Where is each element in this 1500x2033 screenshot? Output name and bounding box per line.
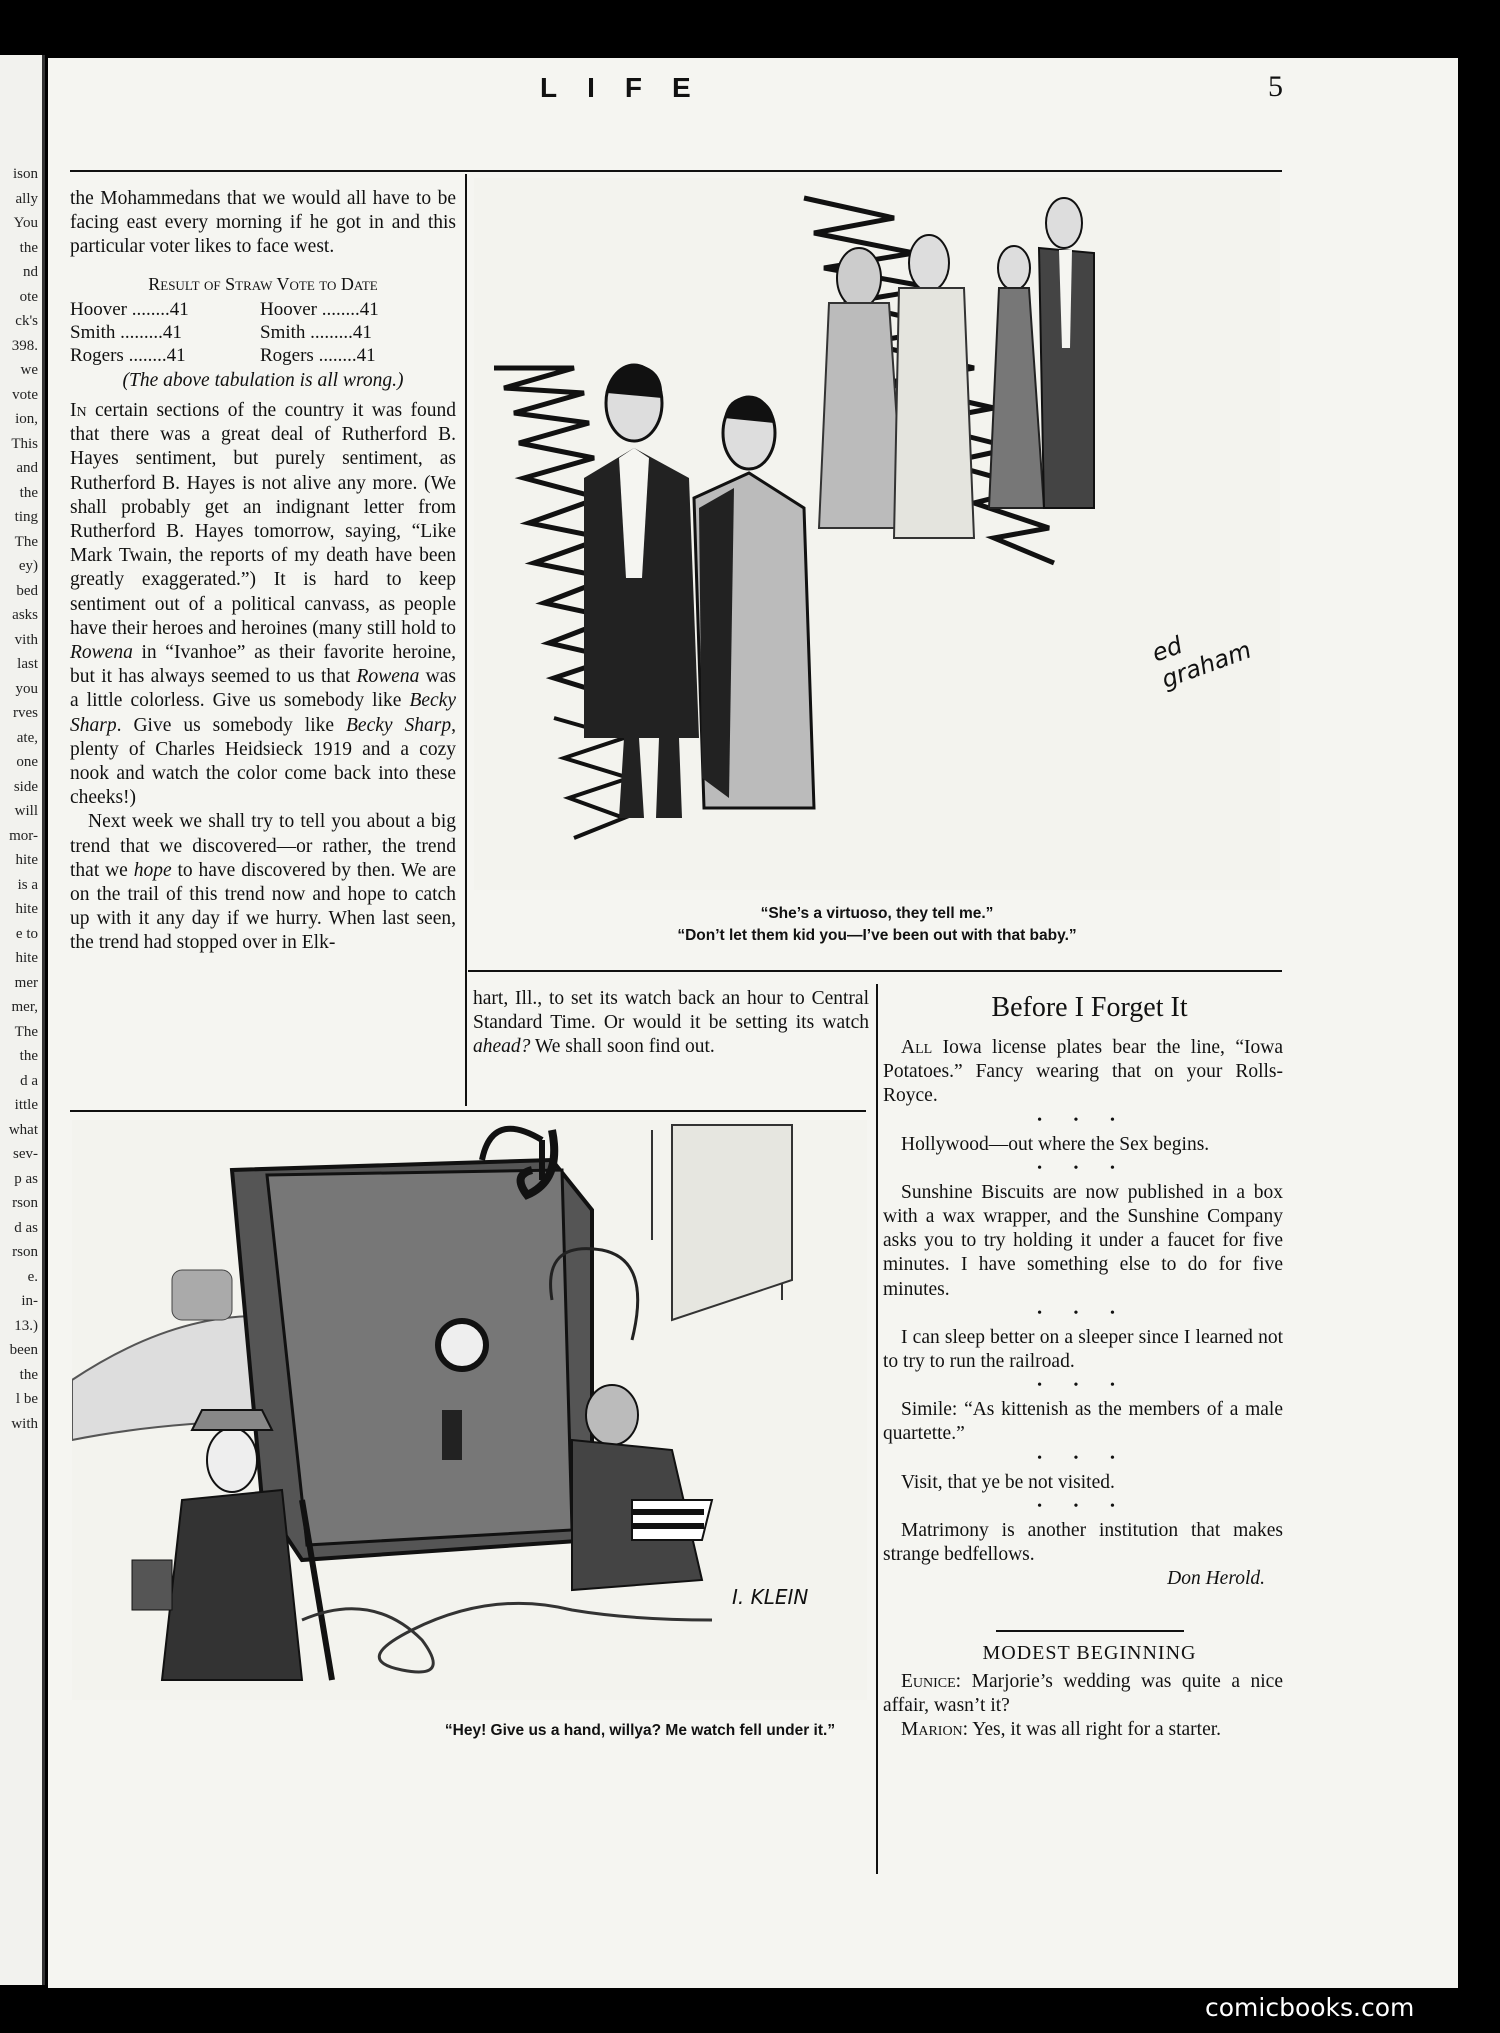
left-page-text-fragment: ting — [14, 509, 38, 525]
left-page-text-fragment: one — [16, 754, 38, 770]
cartoon-bottom-caption: “Hey! Give us a hand, willya? Me watch fell under it.” — [444, 1722, 836, 1739]
left-page-text-fragment: d a — [20, 1072, 38, 1089]
left-page-text-fragment: bed — [16, 582, 38, 599]
left-page-text-fragment: hite — [15, 901, 38, 917]
cartoon-signature: I. KLEIN — [732, 1585, 809, 1609]
left-page-text-fragment: You — [13, 215, 38, 231]
quip-item: All Iowa license plates bear the line, “Iowa Potatoes.” Fancy wearing that on your Rolls-Royce. — [883, 1037, 1283, 1107]
left-page-text-fragment: been — [9, 1342, 38, 1358]
left-page-text-fragment: nd — [23, 264, 38, 280]
left-page-text-fragment: in- — [21, 1293, 38, 1309]
column-divider — [876, 984, 878, 1874]
left-page-text-fragment: mer — [14, 974, 38, 991]
left-page-text-fragment: the — [19, 1366, 38, 1383]
separator-dots: • • • — [1037, 1498, 1129, 1514]
section-rule — [70, 1110, 866, 1112]
watermark: comicbooks.com — [1205, 1993, 1415, 2022]
left-page-text-fragment: ey) — [18, 558, 38, 574]
left-page-text-fragment: ck's — [15, 313, 38, 329]
article-paragraph: Next week we shall try to tell you about a big trend that we discovered—or rather, the trend that we hope to have discovered by then. We are on the trail of this trend now and hope to catch up with it any day if we hurry. When last seen, the trend had stopped over in Elk- — [70, 811, 457, 954]
modest-beginning-title: MODEST BEGINNING — [982, 1642, 1197, 1664]
cartoon-top — [474, 178, 1280, 890]
left-page-text-fragment: 13.) — [14, 1317, 38, 1334]
straw-vote-table — [70, 298, 450, 367]
article-paragraph: the Mohammedans that we would all have to be facing east every morning if he got in and this particular voter likes to face west. — [70, 188, 456, 258]
straw-vote-title: Result of Straw Vote to Date — [148, 273, 378, 294]
left-page-text-fragment: ally — [15, 190, 38, 207]
left-page-text-fragment: rves — [13, 705, 38, 721]
left-page-text-fragment: rson — [12, 1244, 38, 1260]
table-cell: Smith .........41 — [260, 321, 372, 343]
section-title: Before I Forget It — [991, 992, 1188, 1023]
left-page-text-fragment: the — [19, 1048, 38, 1064]
left-page-text-fragment: last — [17, 656, 38, 672]
quip-item: Simile: “As kittenish as the members of a male quartette.” — [883, 1399, 1283, 1445]
cartoon-safe-illustration — [72, 1120, 867, 1700]
quip-item: I can sleep better on a sleeper since I learned not to try to run the railroad. — [883, 1326, 1283, 1373]
left-page-text-fragment: This — [11, 435, 38, 452]
left-page-text-fragment: vote — [12, 386, 38, 403]
left-page-text-fragment: vith — [14, 631, 38, 648]
left-page-edge — [0, 55, 45, 1985]
left-page-text-fragment: e to — [15, 925, 38, 942]
separator-dots: • • • — [1037, 1160, 1129, 1176]
left-page-text-fragment: ittle — [14, 1097, 38, 1113]
separator-dots: • • • — [1037, 1378, 1129, 1394]
left-page-text-fragment: hite — [15, 852, 38, 868]
quip-item: Hollywood—out where the Sex begins. — [901, 1133, 1210, 1155]
table-row — [70, 298, 450, 321]
table-cell: Smith .........41 — [70, 321, 182, 343]
article-paragraph: In certain sections of the country it was found that there was a great deal of Rutherford B. Hayes sentiment, but purely sentiment, as Rutherford B. Hayes is not alive any more. (We shall probably get an indignant letter from Rutherford B. Hayes tomorrow, saying, “Like Mark Twain, the reports of my death have been greatly exaggerated.”) It is hard to keep sentiment out of a political canvass, as people have their heroes and heroines (many still hold to Rowena in “Ivanhoe” as their favorite heroine, but it has always seemed to us that Rowena was a little colorless. Give us somebody like Becky Sharp. Give us somebody like Becky Sharp, plenty of Charles Heidsieck 1919 and a cozy nook and watch the color come back into these cheeks!) — [70, 400, 456, 809]
quip-item: Visit, that ye be not visited. — [901, 1471, 1115, 1493]
cartoon-bottom — [72, 1120, 867, 1700]
quip-item: Sunshine Biscuits are now published in a box with a wax wrapper, and the Sunshine Company asks you to try holding it under a faucet for five minutes. I have something else to do for five minutes. — [883, 1181, 1283, 1300]
cartoon-party-illustration — [474, 178, 1280, 890]
left-page-text-fragment: rson — [12, 1195, 38, 1211]
left-page-text-fragment: The — [14, 533, 38, 550]
left-page-text-fragment: The — [14, 1023, 38, 1040]
left-page-text-fragment: ote — [19, 288, 38, 305]
section-rule — [996, 1630, 1184, 1632]
table-cell: Rogers ........41 — [70, 344, 186, 366]
left-page-text-fragment: ion, — [15, 411, 38, 427]
page-number: 5 — [1268, 70, 1283, 103]
left-page-text-fragment: ison — [12, 166, 38, 182]
left-page-text-fragment: will — [14, 803, 38, 819]
separator-dots: • • • — [1037, 1305, 1129, 1321]
left-page-text-fragment: you — [15, 680, 38, 697]
left-page-text-fragment: d as — [14, 1219, 38, 1236]
left-page-text-fragment: what — [8, 1121, 38, 1138]
modest-beginning-dialogue: Eunice: Marjorie’s wedding was quite a nice affair, wasn’t it? Marion: Yes, it was all right for a starter. — [883, 1671, 1283, 1741]
separator-dots: • • • — [1037, 1450, 1129, 1466]
left-page-text-fragment: and — [16, 460, 38, 476]
left-page-text-fragment: asks — [12, 607, 38, 623]
left-page-text-fragment: sev- — [13, 1146, 38, 1162]
table-row — [70, 344, 450, 367]
cartoon-bottom-rule — [468, 970, 1282, 972]
separator-dots: • • • — [1037, 1112, 1129, 1128]
left-page-text-fragment: we — [20, 362, 38, 378]
left-page-text-fragment: the — [19, 239, 38, 256]
header-rule — [70, 170, 1282, 172]
author-signature: Don Herold. — [1167, 1568, 1265, 1590]
straw-vote-note: (The above tabulation is all wrong.) — [122, 369, 404, 391]
article-column — [70, 187, 456, 956]
magazine-title: LIFE — [540, 72, 721, 103]
left-page-text-fragment: p as — [14, 1170, 38, 1187]
left-page-text-fragment: is a — [17, 876, 38, 893]
left-page-text-fragment: ate, — [16, 729, 38, 746]
before-i-forget-it-column — [883, 1036, 1283, 1591]
left-page-text-fragment: with — [11, 1415, 38, 1432]
article-continuation: hart, Ill., to set its watch back an hour to Central Standard Time. Or would it be setting its watch ahead? We shall soon find out. — [473, 988, 869, 1058]
left-page-text-fragment: side — [13, 778, 38, 795]
quip-item: Matrimony is another institution that makes strange bedfellows. — [883, 1519, 1283, 1566]
column-divider — [465, 174, 467, 1106]
left-page-text-fragment: mer, — [11, 999, 38, 1015]
left-page-text-fragment: hite — [15, 950, 38, 966]
left-page-text-fragment: mor- — [9, 827, 38, 844]
left-page-text-fragment: the — [19, 484, 38, 501]
left-page-text-fragment: l be — [15, 1391, 38, 1407]
table-row — [70, 321, 450, 344]
left-page-text-fragment: e. — [27, 1268, 38, 1285]
cartoon-top-caption: “She’s a virtuoso, they tell me.” “Don’t let them kid you—I’ve been out with that baby.” — [677, 905, 1077, 944]
table-cell: Hoover ........41 — [70, 298, 189, 320]
cartoon-signature: ed graham — [1148, 630, 1255, 694]
table-cell: Rogers ........41 — [260, 344, 376, 366]
left-page-text-fragment: 398. — [11, 337, 38, 354]
table-cell: Hoover ........41 — [260, 298, 379, 320]
